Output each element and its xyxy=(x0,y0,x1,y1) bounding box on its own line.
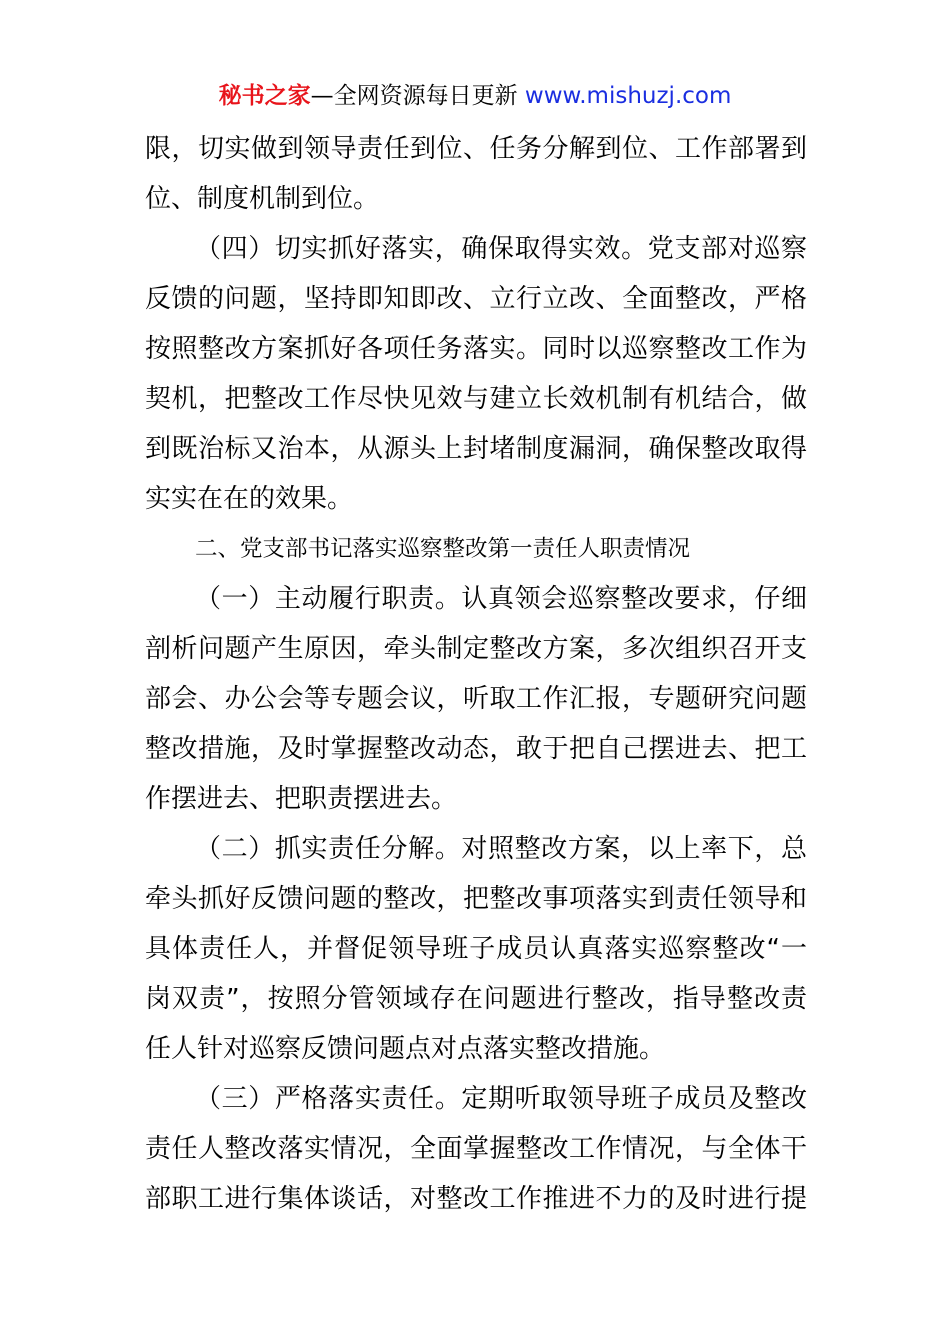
text-line: 到既治标又治本，从源头上封堵制度漏洞，确保整改取得 xyxy=(145,434,807,464)
text-line: 作摆进去、把职责摆进去。 xyxy=(145,784,458,814)
text-line: 具体责任人，并督促领导班子成员认真落实巡察整改“一 xyxy=(145,934,807,964)
paragraph-start-line: （四）切实抓好落实，确保取得实效。党支部对巡察 xyxy=(195,234,807,264)
site-tagline: —全网资源每日更新 xyxy=(310,83,518,109)
site-brand: 秘书之家 xyxy=(218,83,311,109)
text-line: 整改措施，及时掌握整改动态，敢于把自己摆进去、把工 xyxy=(145,734,807,764)
text-line: 牵头抓好反馈问题的整改，把整改事项落实到责任领导和 xyxy=(145,884,807,914)
text-line: 任人针对巡察反馈问题点对点落实整改措施。 xyxy=(145,1034,666,1064)
text-line: 契机，把整改工作尽快见效与建立长效机制有机结合，做 xyxy=(145,384,807,414)
text-line: 岗双责”，按照分管领域存在问题进行整改，指导整改责 xyxy=(145,984,807,1014)
section-heading: 二、党支部书记落实巡察整改第一责任人职责情况 xyxy=(195,536,691,562)
text-line: 剖析问题产生原因，牵头制定整改方案，多次组织召开支 xyxy=(145,634,807,664)
paragraph-start-line: （二）抓实责任分解。对照整改方案，以上率下，总 xyxy=(195,834,807,864)
text-line: 限，切实做到领导责任到位、任务分解到位、工作部署到 xyxy=(145,134,807,164)
paragraph-start-line: （一）主动履行职责。认真领会巡察整改要求，仔细 xyxy=(195,584,807,614)
text-line: 反馈的问题，坚持即知即改、立行立改、全面整改，严格 xyxy=(145,284,807,314)
text-line: 按照整改方案抓好各项任务落实。同时以巡察整改工作为 xyxy=(145,334,807,364)
text-line: 实实在在的效果。 xyxy=(145,484,354,514)
text-line: 部会、办公会等专题会议，听取工作汇报，专题研究问题 xyxy=(145,684,807,714)
document-body xyxy=(145,124,807,1224)
text-line: 部职工进行集体谈话，对整改工作推进不力的及时进行提 xyxy=(145,1184,807,1214)
text-line: 位、制度机制到位。 xyxy=(145,184,380,214)
text-line: 责任人整改落实情况，全面掌握整改工作情况，与全体干 xyxy=(145,1134,807,1164)
site-header xyxy=(0,78,950,114)
site-url-link[interactable]: www.mishuzj.com xyxy=(524,83,732,109)
paragraph-start-line: （三）严格落实责任。定期听取领导班子成员及整改 xyxy=(195,1084,807,1114)
